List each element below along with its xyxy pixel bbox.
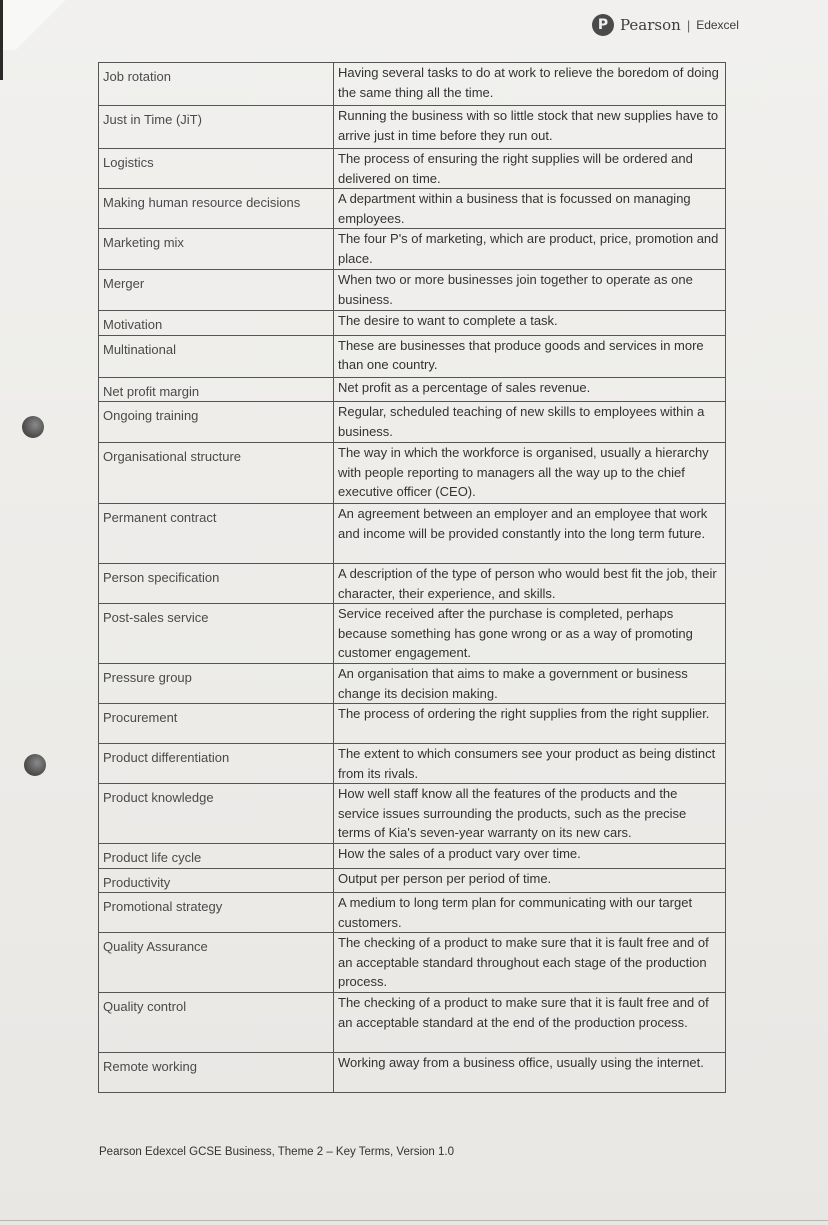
definition-cell: The way in which the workforce is organised, usually a hierarchy with people reporting to managers all the way up to the chief executive officer (CEO). bbox=[334, 443, 726, 504]
term-cell: Motivation bbox=[99, 311, 334, 336]
table-row bbox=[99, 1053, 726, 1093]
table-row bbox=[99, 868, 726, 893]
term-cell: Net profit margin bbox=[99, 377, 334, 402]
page-footer: Pearson Edexcel GCSE Business, Theme 2 – Key Terms, Version 1.0 bbox=[99, 1146, 454, 1158]
page-edge bbox=[0, 0, 3, 80]
table-row bbox=[99, 664, 726, 704]
term-cell: Product life cycle bbox=[99, 844, 334, 869]
term-cell: Procurement bbox=[99, 704, 334, 744]
term-cell: Remote working bbox=[99, 1053, 334, 1093]
brand-sub: Edexcel bbox=[696, 18, 739, 32]
brand-separator: | bbox=[686, 17, 691, 33]
term-cell: Person specification bbox=[99, 564, 334, 604]
definition-cell: How the sales of a product vary over time. bbox=[334, 844, 726, 869]
term-cell: Quality control bbox=[99, 993, 334, 1053]
table-row bbox=[99, 504, 726, 564]
definition-cell: A description of the type of person who would best fit the job, their character, their experience, and skills. bbox=[334, 564, 726, 604]
table-row bbox=[99, 933, 726, 993]
page-fold bbox=[0, 0, 80, 50]
definition-cell: A department within a business that is focussed on managing employees. bbox=[334, 189, 726, 229]
definition-cell: The process of ensuring the right supplies will be ordered and delivered on time. bbox=[334, 149, 726, 189]
term-cell: Product differentiation bbox=[99, 744, 334, 784]
table-row bbox=[99, 402, 726, 443]
table-row bbox=[99, 844, 726, 869]
table-row bbox=[99, 443, 726, 504]
term-cell: Job rotation bbox=[99, 63, 334, 106]
term-cell: Just in Time (JiT) bbox=[99, 106, 334, 149]
term-cell: Ongoing training bbox=[99, 402, 334, 443]
table-row bbox=[99, 270, 726, 311]
definition-cell: When two or more businesses join together to operate as one business. bbox=[334, 270, 726, 311]
table-row bbox=[99, 106, 726, 149]
brand-name: Pearson bbox=[620, 16, 681, 34]
term-cell: Logistics bbox=[99, 149, 334, 189]
table-row bbox=[99, 604, 726, 664]
term-cell: Permanent contract bbox=[99, 504, 334, 564]
term-cell: Post-sales service bbox=[99, 604, 334, 664]
definition-cell: Output per person per period of time. bbox=[334, 868, 726, 893]
table-row bbox=[99, 63, 726, 106]
term-cell: Promotional strategy bbox=[99, 893, 334, 933]
table-row bbox=[99, 784, 726, 844]
term-cell: Making human resource decisions bbox=[99, 189, 334, 229]
definition-cell: These are businesses that produce goods and services in more than one country. bbox=[334, 335, 726, 377]
table-row bbox=[99, 311, 726, 336]
definition-cell: Net profit as a percentage of sales revenue. bbox=[334, 377, 726, 402]
pearson-logo-icon: P bbox=[592, 14, 614, 36]
key-terms-table bbox=[98, 62, 726, 1093]
definition-cell: The checking of a product to make sure that it is fault free and of an acceptable standard at the end of the production process. bbox=[334, 993, 726, 1053]
table-row bbox=[99, 335, 726, 377]
definition-cell: Having several tasks to do at work to relieve the boredom of doing the same thing all the time. bbox=[334, 63, 726, 106]
term-cell: Productivity bbox=[99, 868, 334, 893]
definition-cell: Running the business with so little stock that new supplies have to arrive just in time before they run out. bbox=[334, 106, 726, 149]
definition-cell: An agreement between an employer and an employee that work and income will be provided constantly into the long term future. bbox=[334, 504, 726, 564]
definition-cell: An organisation that aims to make a government or business change its decision making. bbox=[334, 664, 726, 704]
table-row bbox=[99, 377, 726, 402]
punch-hole-icon bbox=[24, 754, 46, 776]
table-row bbox=[99, 744, 726, 784]
term-cell: Organisational structure bbox=[99, 443, 334, 504]
definition-cell: The checking of a product to make sure that it is fault free and of an acceptable standard throughout each stage of the production process. bbox=[334, 933, 726, 993]
page-bottom-edge bbox=[0, 1220, 828, 1221]
definition-cell: Service received after the purchase is completed, perhaps because something has gone wrong or as a way of promoting customer engagement. bbox=[334, 604, 726, 664]
table-row bbox=[99, 993, 726, 1053]
term-cell: Pressure group bbox=[99, 664, 334, 704]
term-cell: Multinational bbox=[99, 335, 334, 377]
term-cell: Merger bbox=[99, 270, 334, 311]
table-row bbox=[99, 189, 726, 229]
table-row bbox=[99, 893, 726, 933]
table-row bbox=[99, 564, 726, 604]
definition-cell: How well staff know all the features of the products and the service issues surrounding the products, such as the precise terms of Kia's seven-year warranty on its new cars. bbox=[334, 784, 726, 844]
definition-cell: Regular, scheduled teaching of new skills to employees within a business. bbox=[334, 402, 726, 443]
table-row bbox=[99, 704, 726, 744]
definition-cell: The process of ordering the right supplies from the right supplier. bbox=[334, 704, 726, 744]
table-row bbox=[99, 149, 726, 189]
term-cell: Product knowledge bbox=[99, 784, 334, 844]
definition-cell: The desire to want to complete a task. bbox=[334, 311, 726, 336]
definition-cell: Working away from a business office, usually using the internet. bbox=[334, 1053, 726, 1093]
definition-cell: The extent to which consumers see your product as being distinct from its rivals. bbox=[334, 744, 726, 784]
definition-cell: A medium to long term plan for communicating with our target customers. bbox=[334, 893, 726, 933]
definition-cell: The four P's of marketing, which are product, price, promotion and place. bbox=[334, 229, 726, 270]
punch-hole-icon bbox=[22, 416, 44, 438]
pearson-brand bbox=[592, 14, 739, 36]
term-cell: Quality Assurance bbox=[99, 933, 334, 993]
term-cell: Marketing mix bbox=[99, 229, 334, 270]
table-row bbox=[99, 229, 726, 270]
